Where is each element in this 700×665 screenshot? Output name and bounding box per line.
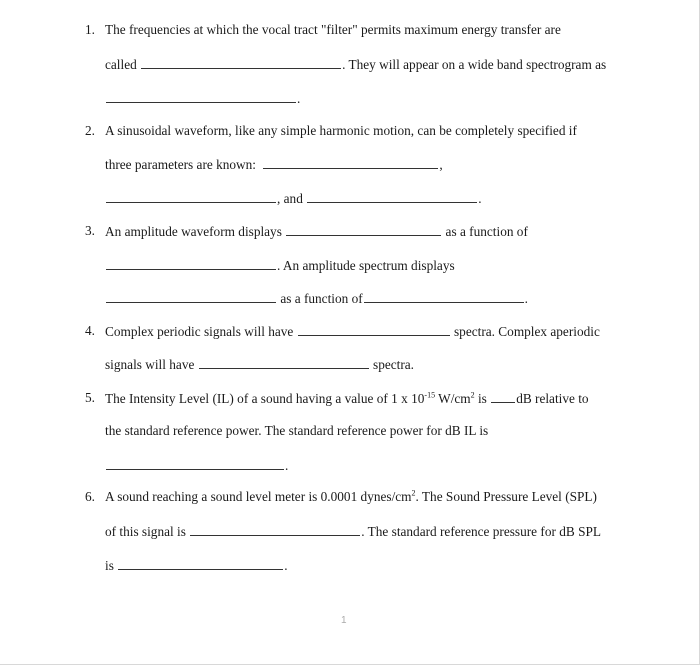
question-2-line-3 <box>105 190 482 207</box>
question-2-text: , <box>439 157 443 172</box>
question-3-text: as a function of <box>280 291 363 306</box>
question-3-line-2 <box>105 257 455 274</box>
question-1-line-2 <box>105 56 606 73</box>
question-5-number: 5. <box>85 390 95 405</box>
question-4-text: Complex periodic signals will have <box>105 324 294 339</box>
answer-blank-parameter-3[interactable] <box>307 190 477 203</box>
page-number: 1 <box>341 615 347 626</box>
question-6-text: is <box>105 558 114 573</box>
answer-blank-spl[interactable] <box>190 523 360 536</box>
question-2-number: 2. <box>85 123 95 138</box>
question-6-number: 6. <box>85 489 95 504</box>
answer-blank-parameter-2[interactable] <box>106 190 276 203</box>
question-3-number: 3. <box>85 223 95 238</box>
question-1-line-1 <box>105 22 561 38</box>
question-1-line-3 <box>105 90 300 107</box>
question-3-text: . <box>524 291 528 306</box>
answer-blank-spectrum-y[interactable] <box>106 290 276 303</box>
answer-blank-reference-power[interactable] <box>106 457 284 470</box>
question-4-number: 4. <box>85 323 95 338</box>
question-5-exponent: -15 <box>424 390 436 400</box>
question-6-text: . The Sound Pressure Level (SPL) <box>415 489 597 504</box>
question-6-line-3 <box>105 557 288 574</box>
question-4-text: signals will have <box>105 357 195 372</box>
question-4-line-2 <box>105 356 414 373</box>
question-1-number: 1. <box>85 22 95 37</box>
question-4-text: spectra. Complex aperiodic <box>454 324 600 339</box>
question-6-text: . The standard reference pressure for dB SPL <box>361 524 601 539</box>
answer-blank-dark-bands[interactable] <box>106 90 296 103</box>
question-5-line-2 <box>105 423 488 439</box>
question-2-text: three parameters are known: <box>105 157 256 172</box>
answer-blank-il-db[interactable] <box>491 390 515 403</box>
question-5-line-3 <box>105 457 288 474</box>
question-5-text: . <box>285 458 289 473</box>
question-5-text: is <box>474 391 487 406</box>
answer-blank-aperiodic-spectra[interactable] <box>199 356 369 369</box>
answer-blank-reference-pressure[interactable] <box>118 557 283 570</box>
question-2-text: . <box>478 191 482 206</box>
question-2-text: A sinusoidal waveform, like any simple harmonic motion, can be completely specified if <box>105 123 577 138</box>
question-1-text: . <box>297 91 301 106</box>
question-4-line-1 <box>105 323 600 340</box>
question-5-exponent: 2 <box>470 390 475 400</box>
answer-blank-waveform-y[interactable] <box>286 223 441 236</box>
question-1-text: . They will appear on a wide band spectrogram as <box>342 57 607 72</box>
question-5-text: the standard reference power. The standard reference power for dB IL is <box>105 423 489 438</box>
question-6-text: . <box>284 558 288 573</box>
question-2-line-1 <box>105 123 577 139</box>
question-1-text: called <box>105 57 137 72</box>
question-6-text: of this signal is <box>105 524 186 539</box>
question-3-line-1 <box>105 223 528 240</box>
answer-blank-spectrum-x[interactable] <box>364 290 524 303</box>
answer-blank-waveform-x[interactable] <box>106 257 276 270</box>
question-3-text: . An amplitude spectrum displays <box>277 258 455 273</box>
question-6-line-2 <box>105 523 601 540</box>
answer-blank-parameter-1[interactable] <box>263 156 438 169</box>
question-5-text: The Intensity Level (IL) of a sound having a value of 1 x 10 <box>105 391 425 406</box>
question-6-exponent: 2 <box>411 488 416 498</box>
question-3-text: An amplitude waveform displays <box>105 224 282 239</box>
question-5-text: W/cm <box>435 391 471 406</box>
question-2-line-2 <box>105 156 443 173</box>
question-2-text: , and <box>277 191 303 206</box>
question-6-line-1 <box>105 489 597 505</box>
question-3-line-3 <box>105 290 528 307</box>
question-6-text: A sound reaching a sound level meter is 0.0001 dynes/cm <box>105 489 412 504</box>
question-4-text: spectra. <box>373 357 415 372</box>
answer-blank-periodic-spectra[interactable] <box>298 323 450 336</box>
question-1-text: The frequencies at which the vocal tract "filter" permits maximum energy transfer are <box>105 22 561 37</box>
question-5-line-1 <box>105 390 589 407</box>
answer-blank-formants[interactable] <box>141 56 341 69</box>
question-3-text: as a function of <box>445 224 528 239</box>
question-5-text: dB relative to <box>516 391 589 406</box>
